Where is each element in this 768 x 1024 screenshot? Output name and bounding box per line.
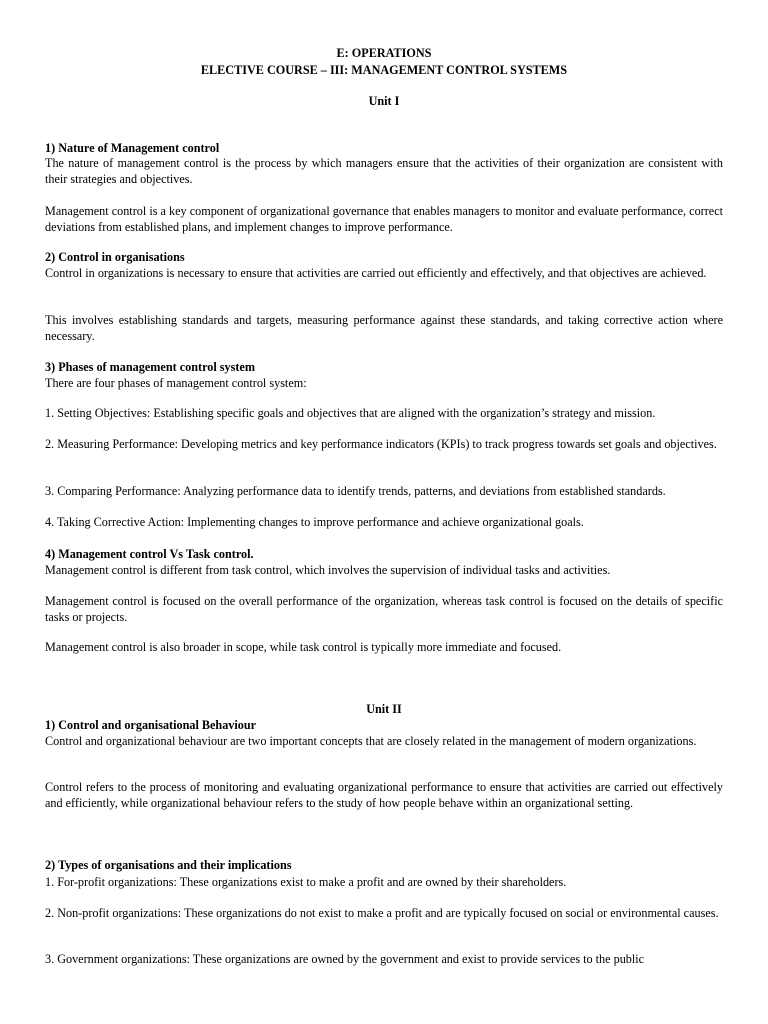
paragraph: There are four phases of management control system: bbox=[45, 376, 307, 390]
list-item: 3. Government organizations: These organizations are owned by the government and exist to provide services to the public bbox=[45, 952, 645, 966]
list-item: 2. Measuring Performance: Developing metrics and key performance indicators (KPIs) to track progress towards set goals and objectives. bbox=[45, 437, 717, 451]
list-item: 1. For-profit organizations: These organizations exist to make a profit and are owned by their shareholders. bbox=[45, 875, 567, 889]
paragraph: Management control is a key component of organizational governance that enables managers to monitor and evaluate performance, correct deviations from established plans, and implement changes to improve performance. bbox=[45, 204, 723, 234]
section-heading: 1) Control and organisational Behaviour bbox=[45, 718, 257, 732]
section-heading: 2) Types of organisations and their implications bbox=[45, 858, 292, 872]
paragraph: Control refers to the process of monitoring and evaluating organizational performance to ensure that activities are carried out effectively and efficiently, while organizational behaviour refers to the study of how people behave within an organizational setting. bbox=[45, 780, 723, 810]
section-heading: 3) Phases of management control system bbox=[45, 360, 255, 374]
document-title: E: OPERATIONS bbox=[336, 46, 432, 60]
section-heading: 4) Management control Vs Task control. bbox=[45, 547, 254, 561]
list-item: 1. Setting Objectives: Establishing specific goals and objectives that are aligned with the organization’s strategy and mission. bbox=[45, 406, 656, 420]
list-item: 3. Comparing Performance: Analyzing performance data to identify trends, patterns, and deviations from established standards. bbox=[45, 484, 666, 498]
section-heading: 1) Nature of Management control bbox=[45, 141, 220, 155]
section-heading: 2) Control in organisations bbox=[45, 250, 185, 264]
unit-1-label: Unit I bbox=[368, 94, 400, 108]
unit-2-label: Unit II bbox=[366, 702, 402, 716]
paragraph: Control in organizations is necessary to ensure that activities are carried out efficiently and effectively, and that objectives are achieved. bbox=[45, 266, 707, 280]
paragraph: Control and organizational behaviour are two important concepts that are closely related in the management of modern organizations. bbox=[45, 734, 697, 748]
paragraph: Management control is also broader in scope, while task control is typically more immediate and focused. bbox=[45, 640, 562, 654]
paragraph: Management control is different from task control, which involves the supervision of individual tasks and activities. bbox=[45, 563, 611, 577]
document-subtitle: ELECTIVE COURSE – III: MANAGEMENT CONTROL SYSTEMS bbox=[200, 63, 568, 77]
paragraph: This involves establishing standards and targets, measuring performance against these standards, and taking corrective action where necessary. bbox=[45, 313, 723, 343]
paragraph: Management control is focused on the overall performance of the organization, whereas task control is focused on the details of specific tasks or projects. bbox=[45, 594, 723, 624]
list-item: 2. Non-profit organizations: These organizations do not exist to make a profit and are typically focused on social or environmental causes. bbox=[45, 906, 719, 920]
paragraph: The nature of management control is the process by which managers ensure that the activities of their organization are consistent with their strategies and objectives. bbox=[45, 156, 723, 186]
list-item: 4. Taking Corrective Action: Implementing changes to improve performance and achieve organizational goals. bbox=[45, 515, 584, 529]
